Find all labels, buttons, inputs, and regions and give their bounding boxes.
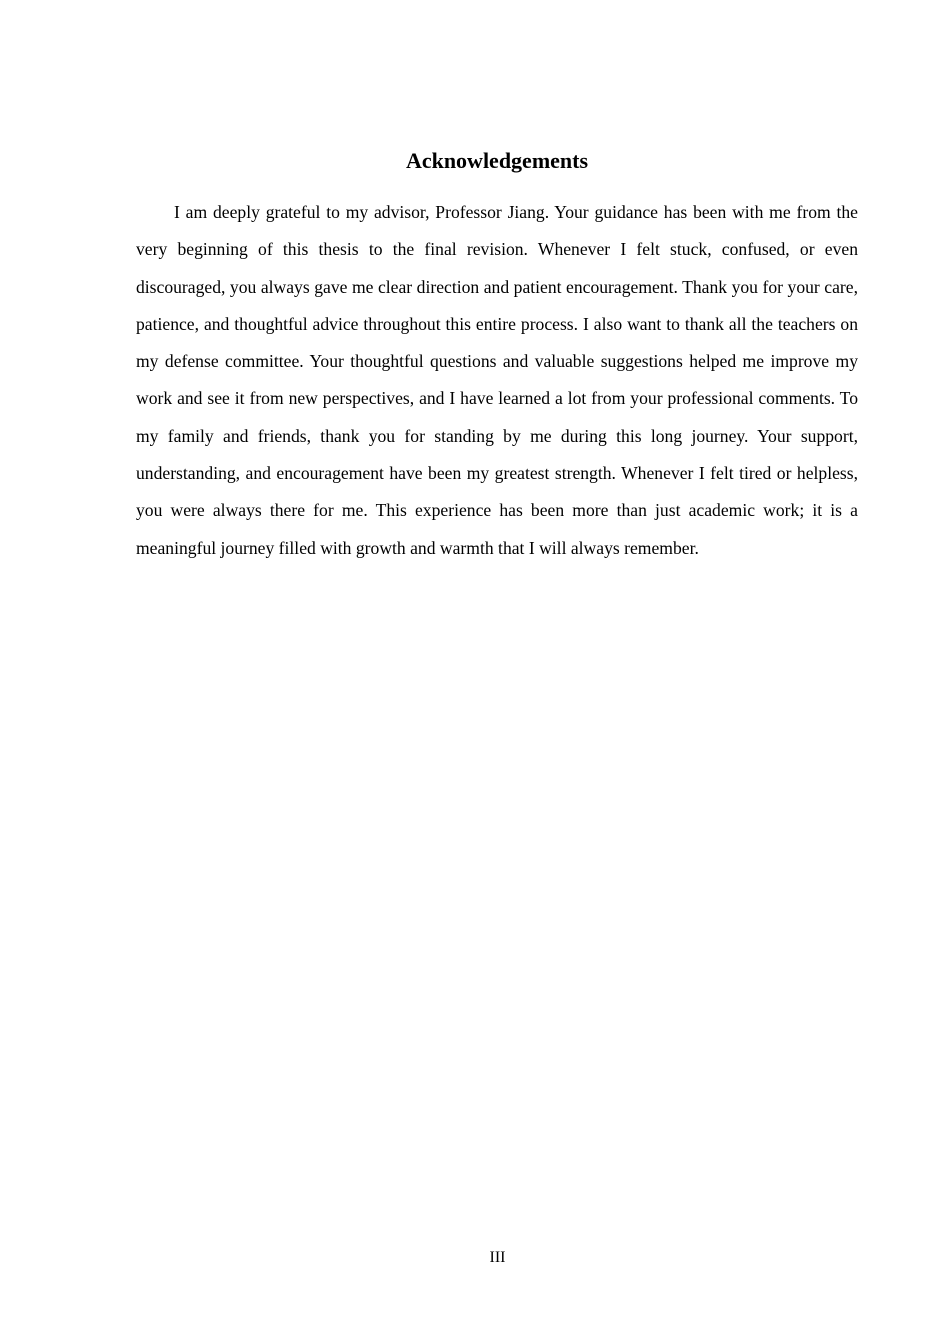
page-title: Acknowledgements	[405, 148, 589, 173]
page-number: III	[489, 1249, 506, 1266]
acknowledgements-paragraph: I am deeply grateful to my advisor, Professor Jiang. Your guidance has been with me from the very beginning of this thesis to the final revision. Whenever I felt stuck, confused, or even discouraged, you always gave me clear direction and patient encouragement. Thank you for your care, patience, and thoughtful advice throughout this entire process. I also want to thank all the teachers on my defense committee. Your thoughtful questions and valuable suggestions helped me improve my work and see it from new perspectives, and I have learned a lot from your professional comments. To my family and friends, thank you for standing by me during this long journey. Your support, understanding, and encouragement have been my greatest strength. Whenever I felt tired or helpless, you were always there for me. This experience has been more than just academic work; it is a meaningful journey filled with growth and warmth that I will always remember.	[136, 202, 858, 558]
